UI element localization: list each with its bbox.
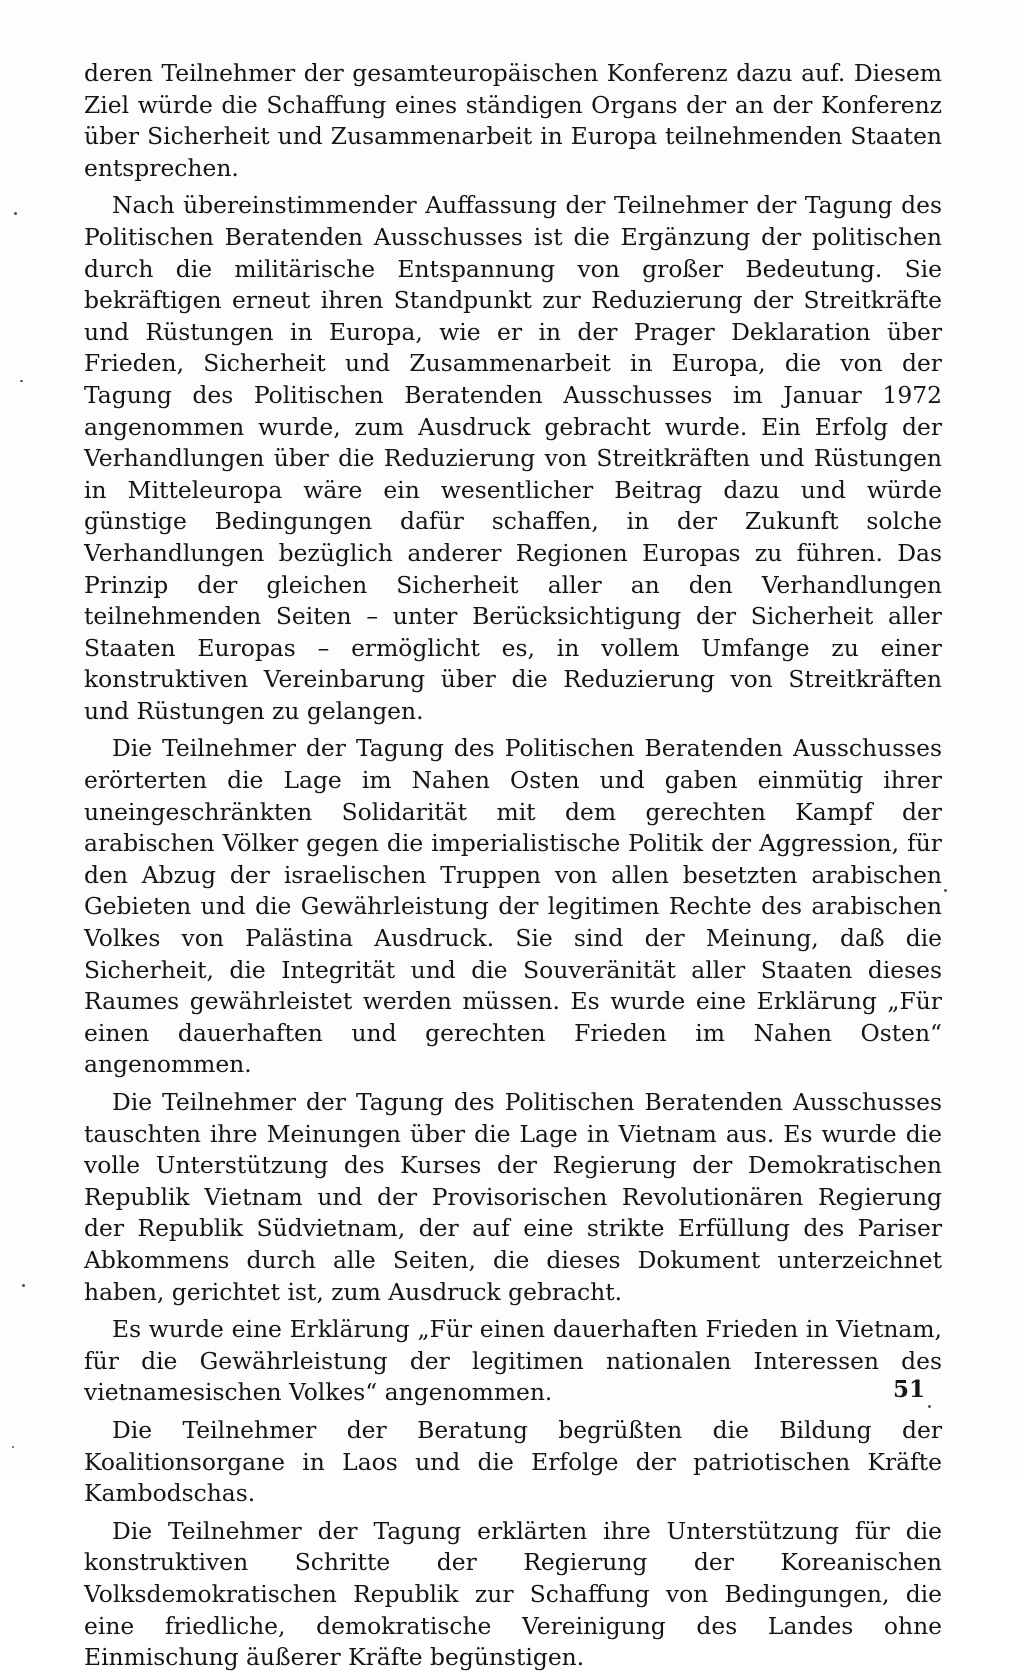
paragraph-4: Die Teilnehmer der Tagung des Politischen Beratenden Ausschusses tauschten ihre Meinungen über die Lage in Vietnam aus. Es wurde die volle Unterstützung des Kurses der Regierung der Demokratischen Republik Vietnam und der Provisorischen Revolutionären Regierung der Republik Südvietnam, der auf eine strikte Erfüllung des Pariser Abkommens durch alle Seiten, die dieses Dokument unterzeichnet haben, gerichtet ist, zum Ausdruck gebracht.	[84, 1088, 942, 1306]
scan-speck	[944, 889, 947, 892]
paragraph-3: Die Teilnehmer der Tagung des Politischen Beratenden Ausschusses erörterten die Lage im Nahen Osten und gaben einmütig ihrer uneingeschränkten Solidarität mit dem gerechten Kampf der arabischen Völker gegen die imperialistische Politik der Aggression, für den Abzug der israelischen Truppen von allen besetzten arabischen Gebieten und die Gewährleistung der legitimen Rechte des arabischen Volkes von Palästina Ausdruck. Sie sind der Meinung, daß die Sicherheit, die Integrität und die Souveränität aller Staaten dieses Raumes gewährleistet werden müssen. Es wurde eine Erklärung „Für einen dauerhaften und gerechten Frieden im Nahen Osten“ angenommen.	[84, 734, 942, 1079]
page-number: 51	[893, 1376, 926, 1403]
paragraph-7: Die Teilnehmer der Tagung erklärten ihre Unterstützung für die konstruktiven Schritte der Regierung der Koreanischen Volksdemokratischen Republik zur Schaffung von Bedingungen, die eine friedliche, demokratische Vereinigung des Landes ohne Einmischung äußerer Kräfte begünstigen.	[84, 1516, 942, 1672]
scan-speck	[22, 1284, 25, 1287]
scan-speck	[928, 1405, 931, 1408]
paragraph-1: deren Teilnehmer der gesamteuropäischen Konferenz dazu auf. Diesem Ziel würde die Schaffung eines ständigen Organs der an der Konferenz über Sicherheit und Zusammenarbeit in Europa teilnehmenden Staaten entsprechen.	[84, 59, 942, 182]
body-text	[84, 58, 942, 1680]
paragraph-2: Nach übereinstimmender Auffassung der Teilnehmer der Tagung des Politischen Beratenden Ausschusses ist die Ergänzung der politischen durch die militärische Entspannung von großer Bedeutung. Sie bekräftigen erneut ihren Standpunkt zur Reduzierung der Streitkräfte und Rüstungen in Europa, wie er in der Prager Deklaration über Frieden, Sicherheit und Zusammenarbeit in Europa, die von der Tagung des Politischen Beratenden Ausschusses im Januar 1972 angenommen wurde, zum Ausdruck gebracht wurde. Ein Erfolg der Verhandlungen über die Reduzierung von Streitkräften und Rüstungen in Mitteleuropa wäre ein wesentlicher Beitrag dazu und würde günstige Bedingungen dafür schaffen, in der Zukunft solche Verhandlungen bezüglich anderer Regionen Europas zu führen. Das Prinzip der gleichen Sicherheit aller an den Verhandlungen teilnehmenden Seiten – unter Berücksichtigung der Sicherheit aller Staaten Europas – ermöglicht es, in vollem Umfange zu einer konstruktiven Vereinbarung über die Reduzierung von Streitkräften und Rüstungen zu gelangen.	[84, 191, 942, 725]
scan-speck	[20, 380, 23, 382]
scan-speck	[12, 1446, 14, 1448]
paragraph-6: Die Teilnehmer der Beratung begrüßten die Bildung der Koalitionsorgane in Laos und die Erfolge der patriotischen Kräfte Kambodschas.	[84, 1415, 942, 1508]
scan-speck	[14, 212, 17, 215]
paragraph-5: Es wurde eine Erklärung „Für einen dauerhaften Frieden in Vietnam, für die Gewährleistung der legitimen nationalen Interessen des vietnamesischen Volkes“ angenommen.	[84, 1315, 942, 1407]
